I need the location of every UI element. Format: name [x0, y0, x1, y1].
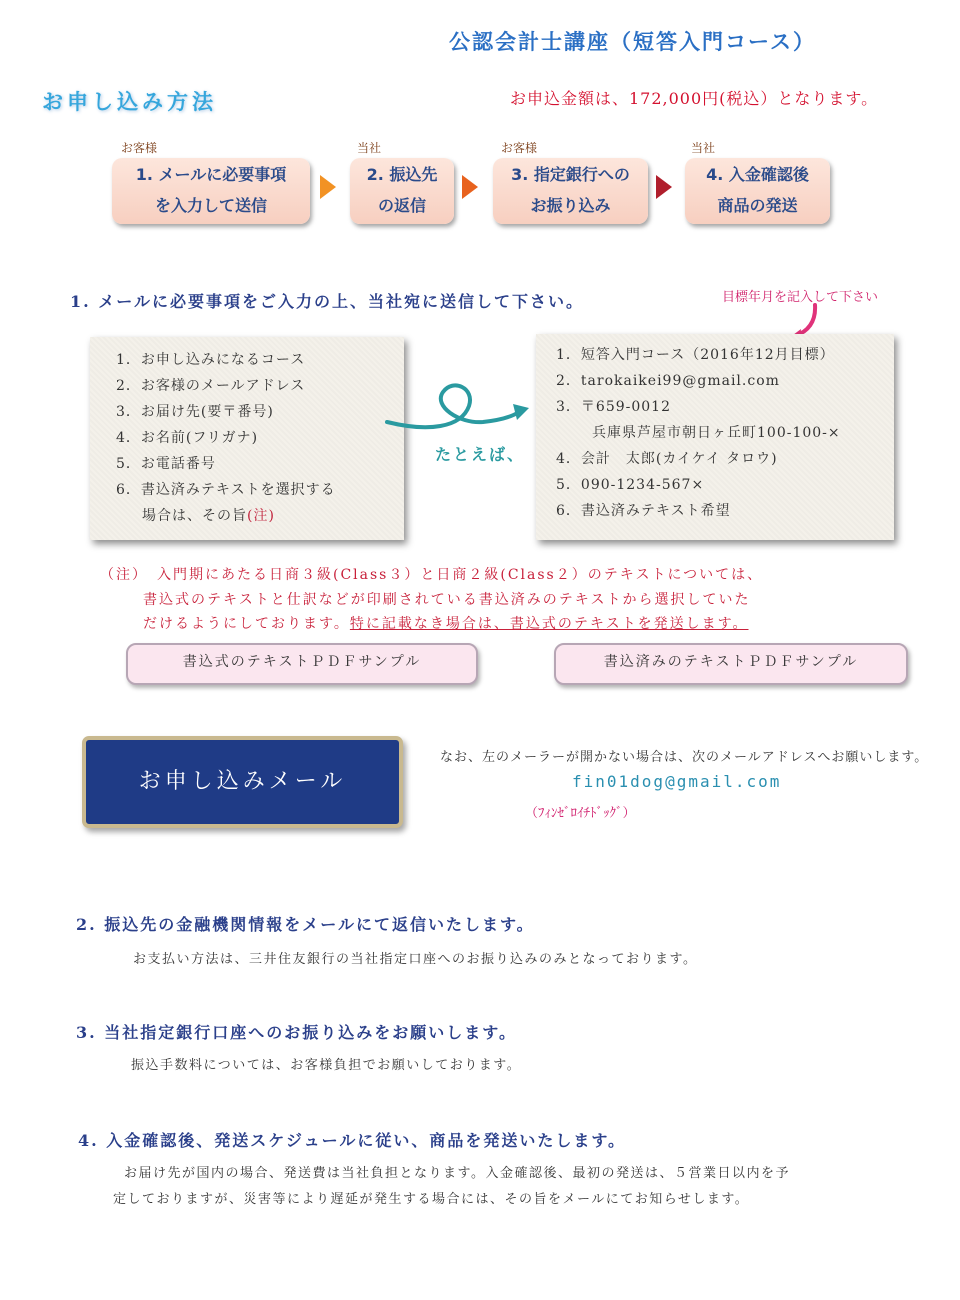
field-item	[116, 503, 404, 529]
field-item: 1．お申し込みになるコース	[116, 352, 306, 368]
example-item: 6．書込済みテキスト希望	[556, 503, 731, 519]
field-item: 2．お客様のメールアドレス	[116, 378, 306, 394]
step-1-line1: 1. メールに必要事項	[135, 165, 287, 184]
section-4-heading: 4. 入金確認後、発送スケジュールに従い、商品を発送いたします。	[78, 1131, 627, 1150]
step-4-who: 当社	[691, 141, 716, 155]
chevron-right-icon	[320, 175, 336, 199]
example-item: 5．090-1234-567×	[556, 477, 705, 493]
section-4-body-line-1: お届け先が国内の場合、発送費は当社負担となります。入金確認後、最初の発送は、５営業日以内を予	[124, 1166, 790, 1181]
chevron-right-icon	[462, 175, 478, 199]
method-heading: お申し込み方法	[42, 90, 217, 114]
step-4-box	[685, 158, 830, 224]
step-1-box	[112, 158, 310, 224]
step-1-line2: を入力して送信	[154, 196, 267, 215]
field-item: 4．お名前(フリガナ)	[116, 430, 259, 446]
example-item: 3．〒659-0012	[556, 399, 671, 415]
note-line-1: （注） 入門期にあたる日商３級(Class３）と日商２級(Class２）のテキストについては、	[100, 567, 764, 583]
mail-alt-text: なお、左のメーラーが開かない場合は、次のメールアドレスへお願いします。	[440, 750, 929, 765]
example-item: 2．tarokaikei99@gmail.com	[556, 373, 780, 389]
required-fields-card	[90, 337, 404, 540]
field-item: 3．お届け先(要〒番号)	[116, 404, 274, 420]
example-item: 1．短答入門コース（2016年12月目標）	[556, 347, 835, 363]
step-1-who: お客様	[121, 141, 158, 155]
pdf-sample-write-in-button[interactable]: 書込式のテキストＰＤＦサンプル	[126, 643, 478, 685]
example-item: 兵庫県芦屋市朝日ヶ丘町100-100-×	[592, 425, 841, 441]
section-1-heading: 1. メールに必要事項をご入力の上、当社宛に送信して下さい。	[70, 292, 584, 311]
section-3-body: 振込手数料については、お客様負担でお願いしております。	[131, 1058, 522, 1073]
step-3-box	[493, 158, 648, 224]
step-4-line1: 4. 入金確認後	[706, 165, 809, 184]
example-card	[536, 334, 894, 540]
section-2-body: お支払い方法は、三井住友銀行の当社指定口座へのお振り込みのみとなっております。	[133, 952, 698, 967]
example-label: たとえば、	[435, 445, 526, 464]
email-address-link[interactable]: fin01dog@gmail.com	[572, 772, 782, 791]
note-underlined: 特に記載なき場合は、書込式のテキストを発送します。	[349, 616, 749, 632]
field-last-line: 場合は、その旨	[142, 508, 247, 524]
section-3-heading: 3. 当社指定銀行口座へのお振り込みをお願いします。	[76, 1023, 517, 1042]
price-text: お申込金額は、172,000円(税込）となります。	[510, 89, 879, 108]
section-4-body-line-2: 定しておりますが、災害等により遅延が発生する場合には、その旨をメールにてお知らせします。	[113, 1192, 750, 1207]
pdf-sample-prefilled-button[interactable]: 書込済みのテキストＰＤＦサンプル	[554, 643, 908, 685]
loop-arrow-icon	[383, 370, 533, 442]
target-date-annotation: 目標年月を記入して下さい	[722, 290, 879, 305]
step-3-line1: 3. 指定銀行への	[511, 165, 630, 184]
page-title: 公認会計士講座（短答入門コース）	[449, 30, 816, 54]
note-line-2: 書込式のテキストと仕訳などが印刷されている書込済みのテキストから選択していた	[143, 592, 751, 608]
example-item: 4．会計 太郎(カイケイ タロウ)	[556, 451, 778, 467]
field-item: 5．お電話番号	[116, 456, 216, 472]
apply-mail-button[interactable]: お申し込みメール	[82, 736, 403, 828]
step-2-line2: の返信	[377, 196, 426, 215]
step-3-line2: お振り込み	[530, 196, 611, 215]
chevron-right-icon	[656, 175, 672, 199]
step-3-who: お客様	[501, 141, 538, 155]
section-2-heading: 2. 振込先の金融機関情報をメールにて返信いたします。	[76, 915, 535, 934]
note-mark: (注)	[247, 508, 275, 524]
step-2-box	[350, 158, 454, 224]
note-line-3-text: だけるようにしております。	[143, 616, 350, 632]
note-line-3	[143, 612, 749, 637]
step-2-line1: 2. 振込先	[366, 165, 438, 184]
step-2-who: 当社	[357, 141, 382, 155]
field-item: 6．書込済みテキストを選択する	[116, 482, 336, 498]
email-reading: （ﾌｨﾝｾﾞﾛｲﾁﾄﾞｯｸﾞ）	[525, 806, 636, 821]
step-4-line2: 商品の発送	[717, 196, 798, 215]
